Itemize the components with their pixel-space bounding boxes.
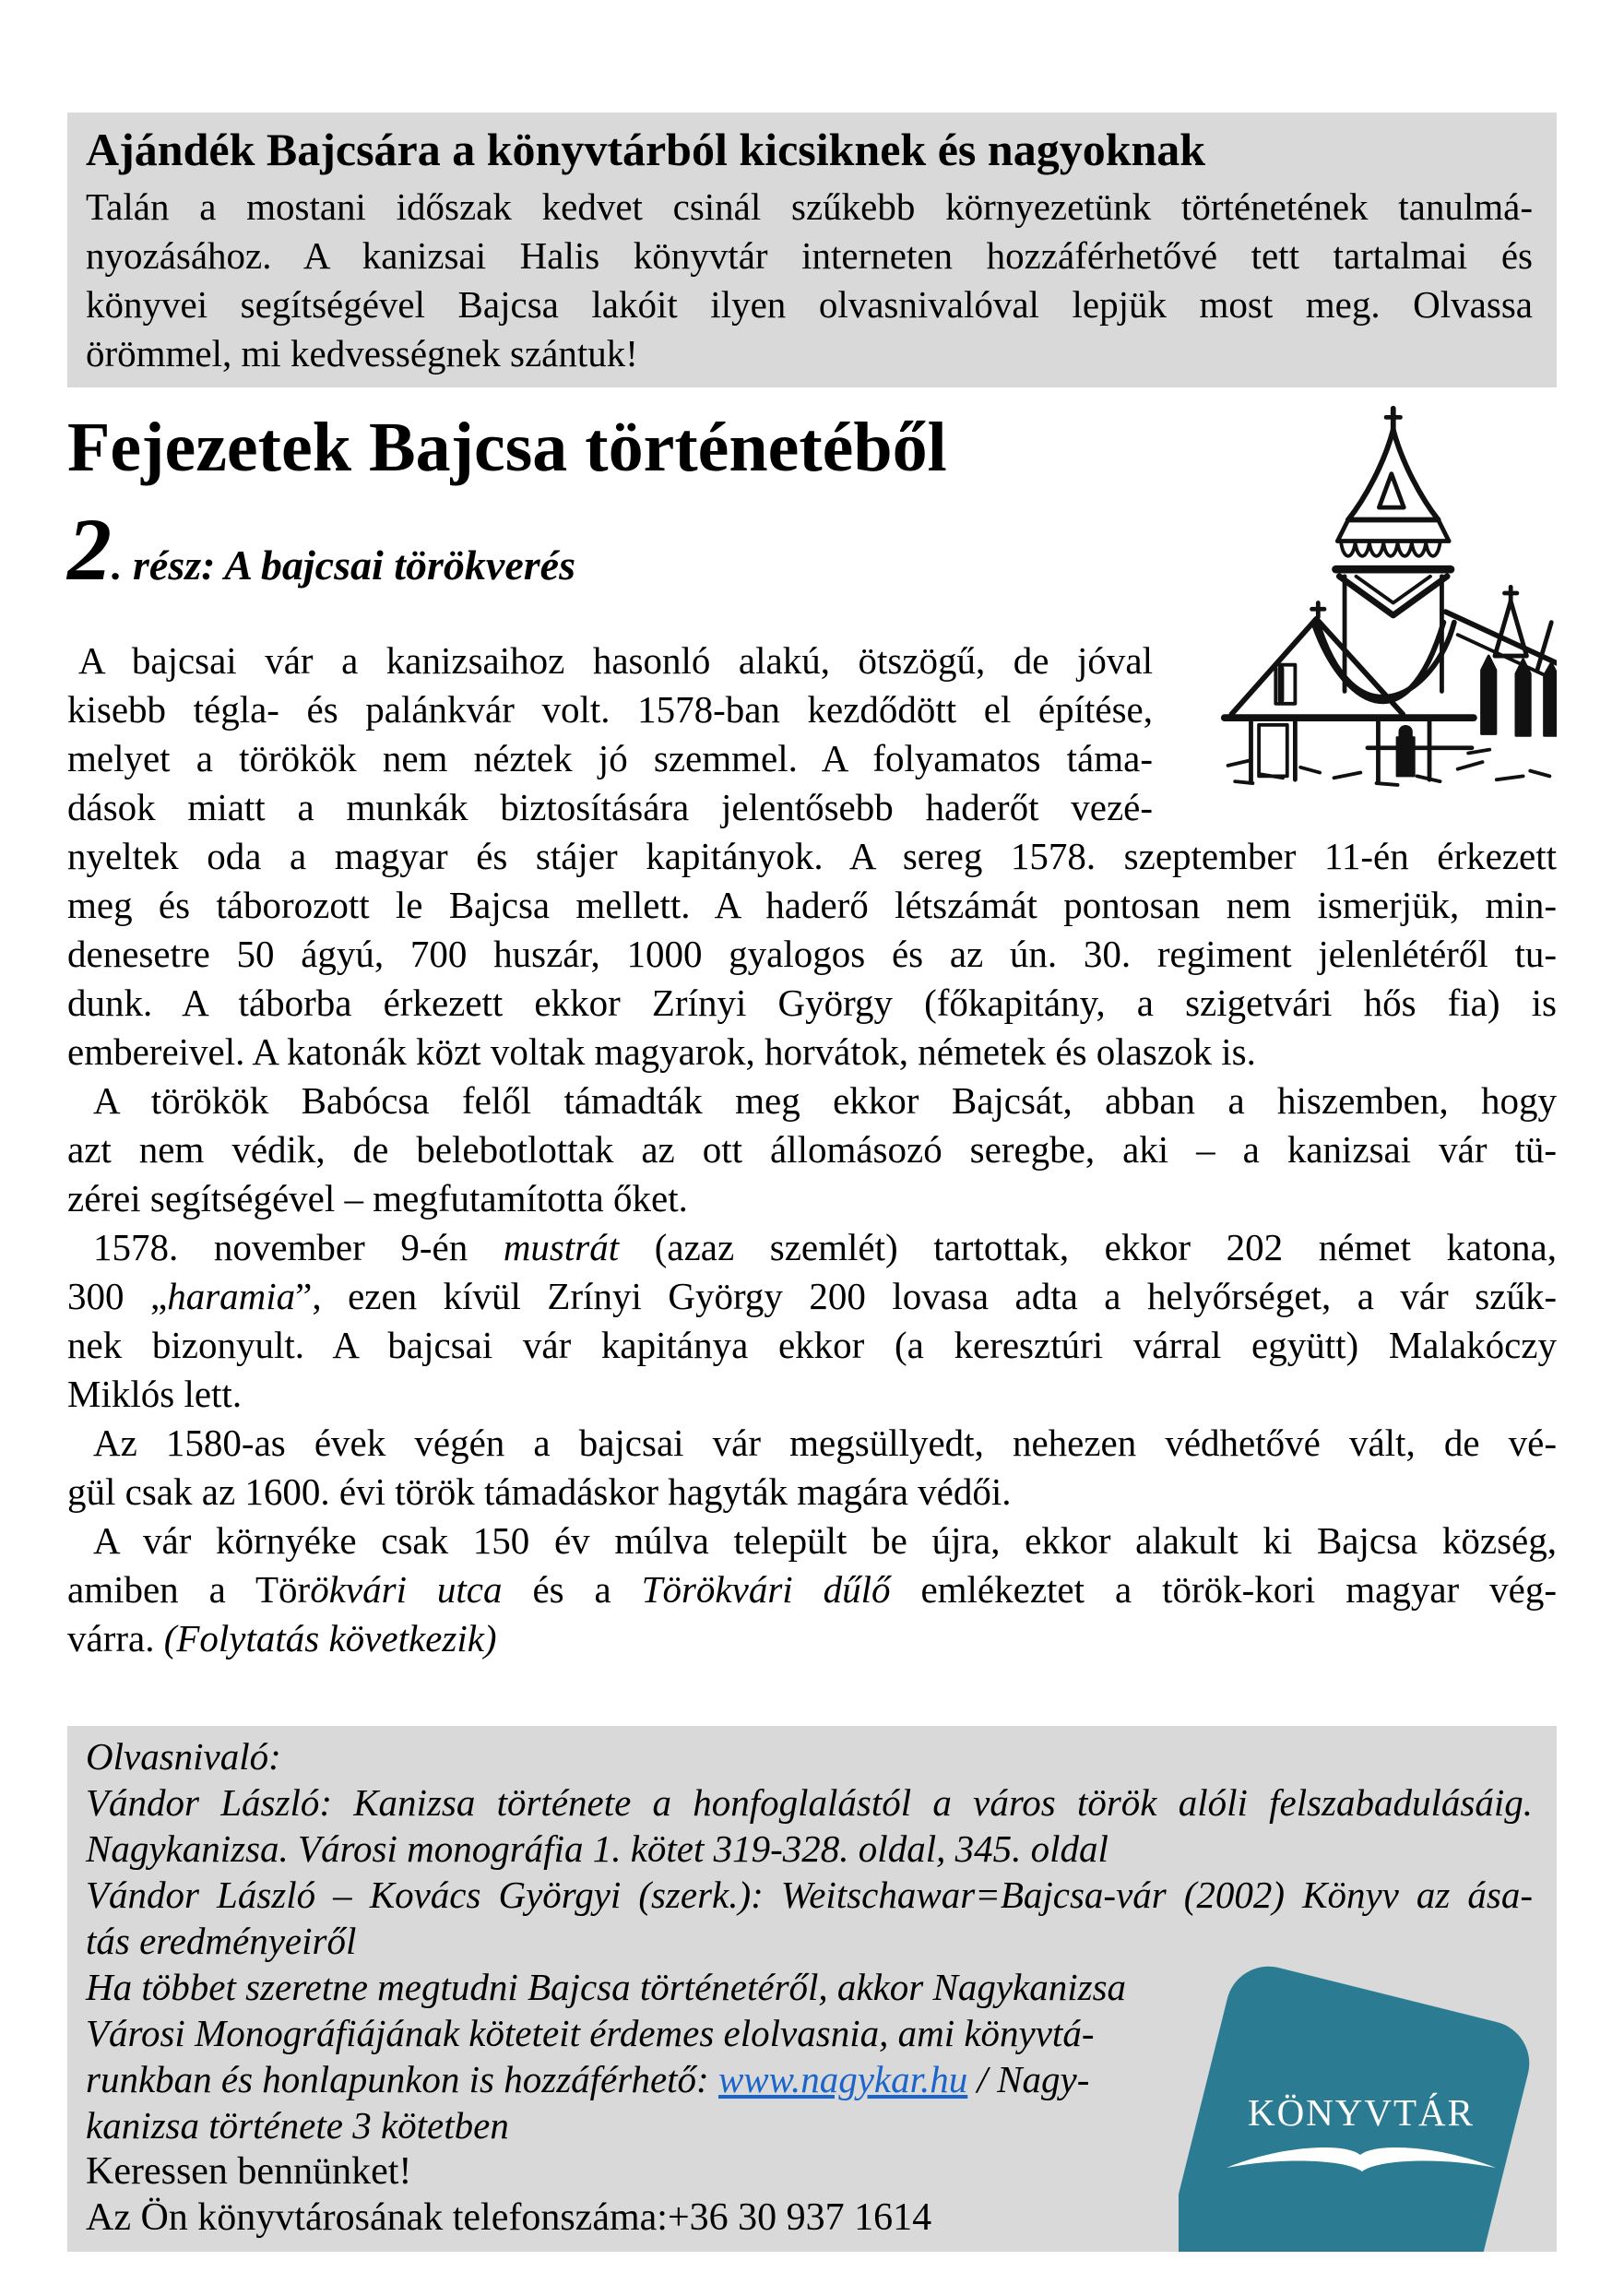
text-line: nyeltek oda a magyar és stájer kapitányok. A sereg 1578. szeptember 11-én érkezett: [67, 835, 1557, 877]
text-line: Miklós lett.: [67, 1373, 243, 1415]
part-number: 2: [67, 500, 112, 599]
text-line: A vár környéke csak 150 év múlva települt be újra, ekkor alakult ki Bajcsa község,: [93, 1519, 1557, 1562]
text-segment: amiben a Tör: [67, 1568, 311, 1611]
reading-line: Ha többet szeretne megtudni Bajcsa történetéről, akkor Nagykanizsa: [86, 1966, 1127, 2008]
continuation-note: (Folytatás következik): [163, 1617, 497, 1660]
phone-line: Az Ön könyvtárosának telefonszáma:+36 30 937 1614: [86, 2196, 932, 2239]
church-drawing-icon: [1177, 391, 1557, 797]
text-segment: (azaz szemlét) tartottak, ekkor 202 német katona,: [619, 1226, 1557, 1268]
emphasized-word: ökvári utca: [310, 1568, 503, 1611]
logo-content: [1204, 2090, 1518, 2177]
text-line: Talán a mostani időszak kedvet csinál szűkebb környezetünk történetének tanulmá-: [86, 185, 1533, 228]
text-segment: / Nagy-: [967, 2058, 1090, 2100]
text-line: A bajcsai vár a kanizsaihoz hasonló alakú, ötszögű, de jóval: [78, 639, 1153, 682]
text-line: gül csak az 1600. évi török támadáskor hagyták magára védői.: [67, 1470, 1012, 1513]
text-line: dások miatt a munkák biztosítására jelentősebb haderőt vezé-: [67, 786, 1153, 828]
text-segment: 300 „: [67, 1275, 168, 1317]
text-line: embereivel. A katonák közt voltak magyarok, horvátok, németek és olaszok is.: [67, 1030, 1256, 1073]
page-content: [67, 113, 1557, 2252]
logo-book-icon: [1223, 2136, 1500, 2177]
text-line: zérei segítségével – megfutamította őket.: [67, 1177, 688, 1219]
text-line: melyet a törökök nem néztek jó szemmel. A folyamatos táma-: [67, 737, 1153, 779]
text-segment: emlékeztet a török-kori magyar vég-: [890, 1568, 1557, 1611]
intro-title: Ajándék Bajcsára a könyvtárból kicsiknek és nagyoknak: [86, 124, 1206, 175]
text-line: [67, 1223, 1557, 1272]
text-line: [67, 1272, 1557, 1321]
text-line: [67, 1614, 1557, 1663]
emphasized-word: Törökvári dűlő: [641, 1568, 891, 1611]
emphasized-word: haramia: [167, 1275, 296, 1317]
reading-line: Nagykanizsa. Városi monográfia 1. kötet 319-328. oldal, 345. oldal: [86, 1827, 1108, 1870]
text-line: Az 1580-as évek végén a bajcsai vár megsüllyedt, nehezen védhetővé vált, de vé-: [93, 1422, 1557, 1464]
library-logo: [1179, 1952, 1535, 2252]
reading-line: Városi Monográfiájának köteteit érdemes elolvasnia, ami könyvtá-: [86, 2012, 1095, 2054]
article-heading: Fejezetek Bajcsa történetéből: [67, 409, 947, 486]
reading-line: tás eredményeiről: [86, 1920, 357, 1962]
nagykar-link[interactable]: www.nagykar.hu: [717, 2058, 968, 2100]
church-illustration: [1177, 391, 1557, 797]
reading-line: Vándor László: Kanizsa története a honfoglalástól a város török alóli felszabadulásáig.: [86, 1781, 1533, 1824]
intro-box: [67, 113, 1557, 387]
text-line: meg és táborozott le Bajcsa mellett. A haderő létszámát pontosan nem ismerjük, min-: [67, 884, 1557, 926]
reading-box: [67, 1726, 1557, 2252]
text-segment: és a: [502, 1568, 642, 1611]
part-label: . rész: A bajcsai törökverés: [112, 541, 575, 589]
text-line: kisebb tégla- és palánkvár volt. 1578-ban kezdődött el építése,: [67, 688, 1153, 731]
reading-line: kanizsa története 3 kötetben: [86, 2104, 509, 2147]
text-line: azt nem védik, de belebotlottak az ott állomásozó seregbe, aki – a kanizsai vár tü-: [67, 1128, 1557, 1171]
text-segment: runkban és honlapunkon is hozzáférhető:: [86, 2058, 718, 2100]
logo-wordmark: KÖNYVTÁR: [1247, 2091, 1476, 2134]
emphasized-word: mustrát: [503, 1226, 620, 1268]
text-line: [67, 1565, 1557, 1614]
text-line: A törökök Babócsa felől támadták meg ekkor Bajcsát, abban a hiszemben, hogy: [93, 1079, 1557, 1122]
reading-line: Vándor László – Kovács Györgyi (szerk.): Weitschawar=Bajcsa-vár (2002) Könyv az ása-: [86, 1874, 1533, 1916]
text-line: dunk. A táborba érkezett ekkor Zrínyi György (főkapitány, a szigetvári hős fia) is: [67, 981, 1557, 1024]
text-segment: 1578. november 9-én: [93, 1226, 504, 1268]
text-segment: ”, ezen kívül Zrínyi György 200 lovasa adta a helyőrséget, a vár szűk-: [295, 1275, 1557, 1317]
text-line: nyozásához. A kanizsai Halis könyvtár interneten hozzáférhetővé tett tartalmai és: [86, 234, 1533, 277]
text-line: nek bizonyult. A bajcsai vár kapitánya ekkor (a keresztúri várral együtt) Malakóczy: [67, 1324, 1557, 1366]
text-line: örömmel, mi kedvességnek szántuk!: [86, 332, 638, 375]
text-segment: várra.: [67, 1617, 164, 1660]
reading-heading: Olvasnivaló:: [86, 1735, 281, 1778]
text-line: denesetre 50 ágyú, 700 huszár, 1000 gyalogos és az ún. 30. regiment jelenlétéről tu-: [67, 933, 1557, 975]
find-us-line: Keressen bennünket!: [86, 2150, 412, 2193]
text-line: könyvei segítségével Bajcsa lakóit ilyen olvasnivalóval lepjük most meg. Olvassa: [86, 283, 1533, 326]
